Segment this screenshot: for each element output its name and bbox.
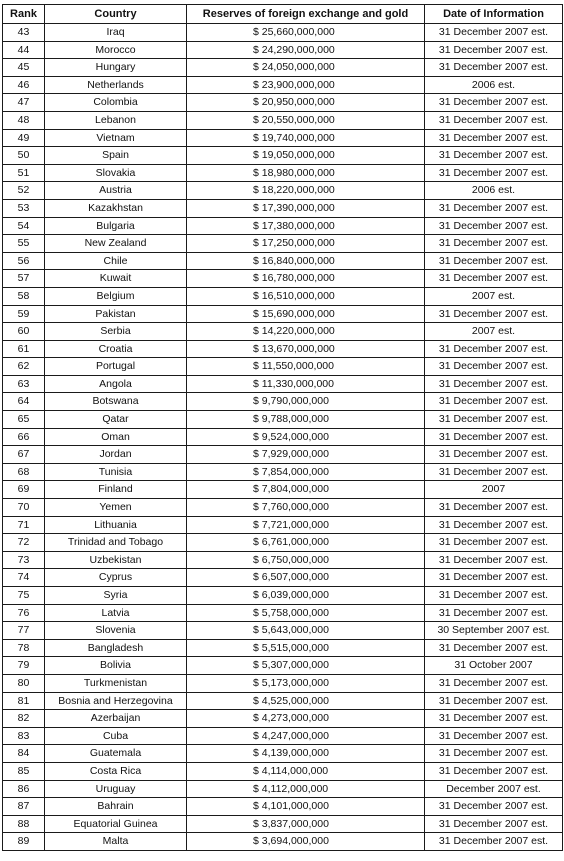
cell-rank: 47 xyxy=(3,94,45,112)
cell-date: 31 December 2007 est. xyxy=(425,569,563,587)
cell-date: 2006 est. xyxy=(425,76,563,94)
cell-rank: 60 xyxy=(3,323,45,341)
table-row xyxy=(3,692,563,710)
cell-rank: 78 xyxy=(3,639,45,657)
cell-country: Kazakhstan xyxy=(45,199,187,217)
cell-reserves: $ 18,220,000,000 xyxy=(187,182,425,200)
table-row xyxy=(3,815,563,833)
table-row xyxy=(3,745,563,763)
cell-reserves: $ 13,670,000,000 xyxy=(187,340,425,358)
cell-date: 31 December 2007 est. xyxy=(425,252,563,270)
cell-date: 31 December 2007 est. xyxy=(425,305,563,323)
cell-date: 31 December 2007 est. xyxy=(425,411,563,429)
cell-rank: 51 xyxy=(3,164,45,182)
cell-country: Syria xyxy=(45,587,187,605)
cell-country: Portugal xyxy=(45,358,187,376)
cell-country: Trinidad and Tobago xyxy=(45,534,187,552)
cell-date: 31 December 2007 est. xyxy=(425,164,563,182)
cell-date: 30 September 2007 est. xyxy=(425,622,563,640)
cell-reserves: $ 9,524,000,000 xyxy=(187,428,425,446)
table-row xyxy=(3,780,563,798)
cell-rank: 44 xyxy=(3,41,45,59)
table-row xyxy=(3,252,563,270)
cell-reserves: $ 25,660,000,000 xyxy=(187,24,425,42)
table-row xyxy=(3,24,563,42)
cell-rank: 53 xyxy=(3,199,45,217)
cell-reserves: $ 6,507,000,000 xyxy=(187,569,425,587)
table-row xyxy=(3,446,563,464)
cell-rank: 86 xyxy=(3,780,45,798)
cell-date: 31 December 2007 est. xyxy=(425,129,563,147)
cell-date: 31 December 2007 est. xyxy=(425,358,563,376)
reserves-table xyxy=(2,4,563,851)
cell-date: 31 December 2007 est. xyxy=(425,692,563,710)
table-row xyxy=(3,76,563,94)
table-row xyxy=(3,129,563,147)
cell-rank: 62 xyxy=(3,358,45,376)
cell-reserves: $ 17,250,000,000 xyxy=(187,235,425,253)
cell-date: 31 December 2007 est. xyxy=(425,534,563,552)
cell-date: 31 October 2007 xyxy=(425,657,563,675)
table-row xyxy=(3,147,563,165)
cell-country: Bahrain xyxy=(45,798,187,816)
cell-rank: 84 xyxy=(3,745,45,763)
cell-rank: 83 xyxy=(3,727,45,745)
table-header xyxy=(3,5,563,24)
cell-rank: 85 xyxy=(3,762,45,780)
cell-country: New Zealand xyxy=(45,235,187,253)
cell-rank: 49 xyxy=(3,129,45,147)
cell-reserves: $ 4,112,000,000 xyxy=(187,780,425,798)
cell-reserves: $ 4,525,000,000 xyxy=(187,692,425,710)
cell-date: 31 December 2007 est. xyxy=(425,727,563,745)
cell-reserves: $ 9,790,000,000 xyxy=(187,393,425,411)
table-row xyxy=(3,94,563,112)
table-row xyxy=(3,833,563,851)
cell-date: 31 December 2007 est. xyxy=(425,551,563,569)
cell-country: Cyprus xyxy=(45,569,187,587)
cell-rank: 67 xyxy=(3,446,45,464)
cell-date: 31 December 2007 est. xyxy=(425,516,563,534)
table-row xyxy=(3,41,563,59)
cell-country: Bulgaria xyxy=(45,217,187,235)
table-row xyxy=(3,551,563,569)
cell-country: Qatar xyxy=(45,411,187,429)
cell-country: Netherlands xyxy=(45,76,187,94)
cell-country: Croatia xyxy=(45,340,187,358)
table-row xyxy=(3,340,563,358)
cell-date: 31 December 2007 est. xyxy=(425,199,563,217)
cell-rank: 76 xyxy=(3,604,45,622)
table-row xyxy=(3,657,563,675)
table-row xyxy=(3,393,563,411)
cell-rank: 52 xyxy=(3,182,45,200)
cell-reserves: $ 4,273,000,000 xyxy=(187,710,425,728)
cell-reserves: $ 18,980,000,000 xyxy=(187,164,425,182)
cell-date: 2007 xyxy=(425,481,563,499)
cell-country: Spain xyxy=(45,147,187,165)
table-row xyxy=(3,516,563,534)
table-row xyxy=(3,674,563,692)
cell-rank: 59 xyxy=(3,305,45,323)
cell-rank: 81 xyxy=(3,692,45,710)
cell-country: Serbia xyxy=(45,323,187,341)
cell-reserves: $ 7,804,000,000 xyxy=(187,481,425,499)
table-row xyxy=(3,639,563,657)
cell-reserves: $ 7,760,000,000 xyxy=(187,499,425,517)
table-row xyxy=(3,622,563,640)
cell-date: 31 December 2007 est. xyxy=(425,745,563,763)
table-row xyxy=(3,569,563,587)
header-rank: Rank xyxy=(3,5,45,24)
cell-reserves: $ 11,550,000,000 xyxy=(187,358,425,376)
cell-reserves: $ 19,740,000,000 xyxy=(187,129,425,147)
cell-country: Morocco xyxy=(45,41,187,59)
cell-date: 31 December 2007 est. xyxy=(425,639,563,657)
cell-country: Iraq xyxy=(45,24,187,42)
table-row xyxy=(3,217,563,235)
table-row xyxy=(3,182,563,200)
cell-date: 2007 est. xyxy=(425,287,563,305)
cell-rank: 56 xyxy=(3,252,45,270)
cell-country: Pakistan xyxy=(45,305,187,323)
cell-country: Bolivia xyxy=(45,657,187,675)
cell-date: 31 December 2007 est. xyxy=(425,833,563,851)
cell-country: Azerbaijan xyxy=(45,710,187,728)
cell-date: 31 December 2007 est. xyxy=(425,798,563,816)
cell-rank: 88 xyxy=(3,815,45,833)
table-row xyxy=(3,481,563,499)
header-date: Date of Information xyxy=(425,5,563,24)
cell-reserves: $ 17,390,000,000 xyxy=(187,199,425,217)
cell-date: 2007 est. xyxy=(425,323,563,341)
cell-country: Finland xyxy=(45,481,187,499)
cell-rank: 73 xyxy=(3,551,45,569)
cell-rank: 55 xyxy=(3,235,45,253)
cell-date: 31 December 2007 est. xyxy=(425,94,563,112)
cell-country: Slovenia xyxy=(45,622,187,640)
cell-country: Bosnia and Herzegovina xyxy=(45,692,187,710)
cell-reserves: $ 20,950,000,000 xyxy=(187,94,425,112)
cell-country: Bangladesh xyxy=(45,639,187,657)
cell-country: Slovakia xyxy=(45,164,187,182)
cell-country: Chile xyxy=(45,252,187,270)
cell-reserves: $ 5,643,000,000 xyxy=(187,622,425,640)
cell-country: Uruguay xyxy=(45,780,187,798)
cell-reserves: $ 5,515,000,000 xyxy=(187,639,425,657)
cell-country: Malta xyxy=(45,833,187,851)
cell-country: Cuba xyxy=(45,727,187,745)
cell-reserves: $ 23,900,000,000 xyxy=(187,76,425,94)
cell-country: Hungary xyxy=(45,59,187,77)
cell-country: Uzbekistan xyxy=(45,551,187,569)
cell-rank: 70 xyxy=(3,499,45,517)
cell-date: 31 December 2007 est. xyxy=(425,604,563,622)
table-row xyxy=(3,727,563,745)
cell-reserves: $ 7,854,000,000 xyxy=(187,463,425,481)
header-row xyxy=(3,5,563,24)
cell-reserves: $ 7,929,000,000 xyxy=(187,446,425,464)
cell-date: 31 December 2007 est. xyxy=(425,428,563,446)
cell-reserves: $ 6,761,000,000 xyxy=(187,534,425,552)
cell-date: 31 December 2007 est. xyxy=(425,270,563,288)
cell-rank: 63 xyxy=(3,375,45,393)
cell-rank: 72 xyxy=(3,534,45,552)
cell-country: Austria xyxy=(45,182,187,200)
cell-country: Lithuania xyxy=(45,516,187,534)
cell-country: Lebanon xyxy=(45,111,187,129)
table-row xyxy=(3,798,563,816)
cell-rank: 68 xyxy=(3,463,45,481)
cell-country: Turkmenistan xyxy=(45,674,187,692)
cell-country: Vietnam xyxy=(45,129,187,147)
table-row xyxy=(3,411,563,429)
cell-date: 31 December 2007 est. xyxy=(425,24,563,42)
table-row xyxy=(3,111,563,129)
cell-date: 31 December 2007 est. xyxy=(425,815,563,833)
cell-rank: 48 xyxy=(3,111,45,129)
cell-country: Kuwait xyxy=(45,270,187,288)
table-body xyxy=(3,24,563,851)
cell-date: 31 December 2007 est. xyxy=(425,41,563,59)
cell-reserves: $ 20,550,000,000 xyxy=(187,111,425,129)
table-row xyxy=(3,287,563,305)
cell-reserves: $ 4,114,000,000 xyxy=(187,762,425,780)
cell-reserves: $ 15,690,000,000 xyxy=(187,305,425,323)
table-row xyxy=(3,534,563,552)
cell-reserves: $ 14,220,000,000 xyxy=(187,323,425,341)
table-row xyxy=(3,710,563,728)
cell-date: 31 December 2007 est. xyxy=(425,393,563,411)
cell-date: 31 December 2007 est. xyxy=(425,217,563,235)
cell-rank: 45 xyxy=(3,59,45,77)
cell-country: Colombia xyxy=(45,94,187,112)
cell-date: 31 December 2007 est. xyxy=(425,499,563,517)
cell-reserves: $ 4,139,000,000 xyxy=(187,745,425,763)
cell-country: Equatorial Guinea xyxy=(45,815,187,833)
cell-rank: 75 xyxy=(3,587,45,605)
cell-rank: 89 xyxy=(3,833,45,851)
cell-date: 31 December 2007 est. xyxy=(425,674,563,692)
cell-rank: 80 xyxy=(3,674,45,692)
table-row xyxy=(3,604,563,622)
cell-reserves: $ 11,330,000,000 xyxy=(187,375,425,393)
cell-country: Oman xyxy=(45,428,187,446)
table-row xyxy=(3,587,563,605)
cell-reserves: $ 24,050,000,000 xyxy=(187,59,425,77)
cell-rank: 61 xyxy=(3,340,45,358)
header-reserves: Reserves of foreign exchange and gold xyxy=(187,5,425,24)
cell-country: Angola xyxy=(45,375,187,393)
table-row xyxy=(3,199,563,217)
cell-date: 31 December 2007 est. xyxy=(425,235,563,253)
table-row xyxy=(3,59,563,77)
cell-reserves: $ 5,173,000,000 xyxy=(187,674,425,692)
cell-date: 31 December 2007 est. xyxy=(425,587,563,605)
cell-date: 31 December 2007 est. xyxy=(425,446,563,464)
table-row xyxy=(3,235,563,253)
cell-reserves: $ 6,039,000,000 xyxy=(187,587,425,605)
cell-rank: 69 xyxy=(3,481,45,499)
cell-rank: 87 xyxy=(3,798,45,816)
cell-country: Belgium xyxy=(45,287,187,305)
cell-rank: 65 xyxy=(3,411,45,429)
cell-country: Tunisia xyxy=(45,463,187,481)
table-row xyxy=(3,164,563,182)
cell-date: 31 December 2007 est. xyxy=(425,710,563,728)
cell-reserves: $ 16,510,000,000 xyxy=(187,287,425,305)
cell-reserves: $ 9,788,000,000 xyxy=(187,411,425,429)
cell-rank: 66 xyxy=(3,428,45,446)
cell-reserves: $ 3,694,000,000 xyxy=(187,833,425,851)
header-country: Country xyxy=(45,5,187,24)
cell-reserves: $ 7,721,000,000 xyxy=(187,516,425,534)
cell-reserves: $ 4,247,000,000 xyxy=(187,727,425,745)
table-row xyxy=(3,499,563,517)
cell-reserves: $ 6,750,000,000 xyxy=(187,551,425,569)
cell-date: 31 December 2007 est. xyxy=(425,463,563,481)
cell-rank: 74 xyxy=(3,569,45,587)
cell-reserves: $ 5,758,000,000 xyxy=(187,604,425,622)
table-row xyxy=(3,358,563,376)
cell-rank: 54 xyxy=(3,217,45,235)
cell-reserves: $ 16,840,000,000 xyxy=(187,252,425,270)
cell-date: 31 December 2007 est. xyxy=(425,340,563,358)
cell-rank: 57 xyxy=(3,270,45,288)
cell-rank: 64 xyxy=(3,393,45,411)
cell-country: Latvia xyxy=(45,604,187,622)
table-row xyxy=(3,762,563,780)
cell-country: Costa Rica xyxy=(45,762,187,780)
cell-reserves: $ 4,101,000,000 xyxy=(187,798,425,816)
table-row xyxy=(3,323,563,341)
table-row xyxy=(3,428,563,446)
cell-rank: 71 xyxy=(3,516,45,534)
cell-date: December 2007 est. xyxy=(425,780,563,798)
table-row xyxy=(3,305,563,323)
cell-country: Yemen xyxy=(45,499,187,517)
cell-country: Botswana xyxy=(45,393,187,411)
cell-reserves: $ 16,780,000,000 xyxy=(187,270,425,288)
cell-rank: 50 xyxy=(3,147,45,165)
cell-date: 2006 est. xyxy=(425,182,563,200)
cell-reserves: $ 24,290,000,000 xyxy=(187,41,425,59)
cell-rank: 43 xyxy=(3,24,45,42)
cell-reserves: $ 3,837,000,000 xyxy=(187,815,425,833)
table-row xyxy=(3,375,563,393)
cell-rank: 58 xyxy=(3,287,45,305)
cell-reserves: $ 5,307,000,000 xyxy=(187,657,425,675)
cell-reserves: $ 17,380,000,000 xyxy=(187,217,425,235)
cell-date: 31 December 2007 est. xyxy=(425,111,563,129)
table-row xyxy=(3,463,563,481)
cell-rank: 46 xyxy=(3,76,45,94)
cell-rank: 77 xyxy=(3,622,45,640)
table-row xyxy=(3,270,563,288)
cell-date: 31 December 2007 est. xyxy=(425,59,563,77)
cell-reserves: $ 19,050,000,000 xyxy=(187,147,425,165)
cell-rank: 82 xyxy=(3,710,45,728)
cell-date: 31 December 2007 est. xyxy=(425,375,563,393)
cell-country: Guatemala xyxy=(45,745,187,763)
cell-date: 31 December 2007 est. xyxy=(425,762,563,780)
cell-country: Jordan xyxy=(45,446,187,464)
cell-date: 31 December 2007 est. xyxy=(425,147,563,165)
cell-rank: 79 xyxy=(3,657,45,675)
